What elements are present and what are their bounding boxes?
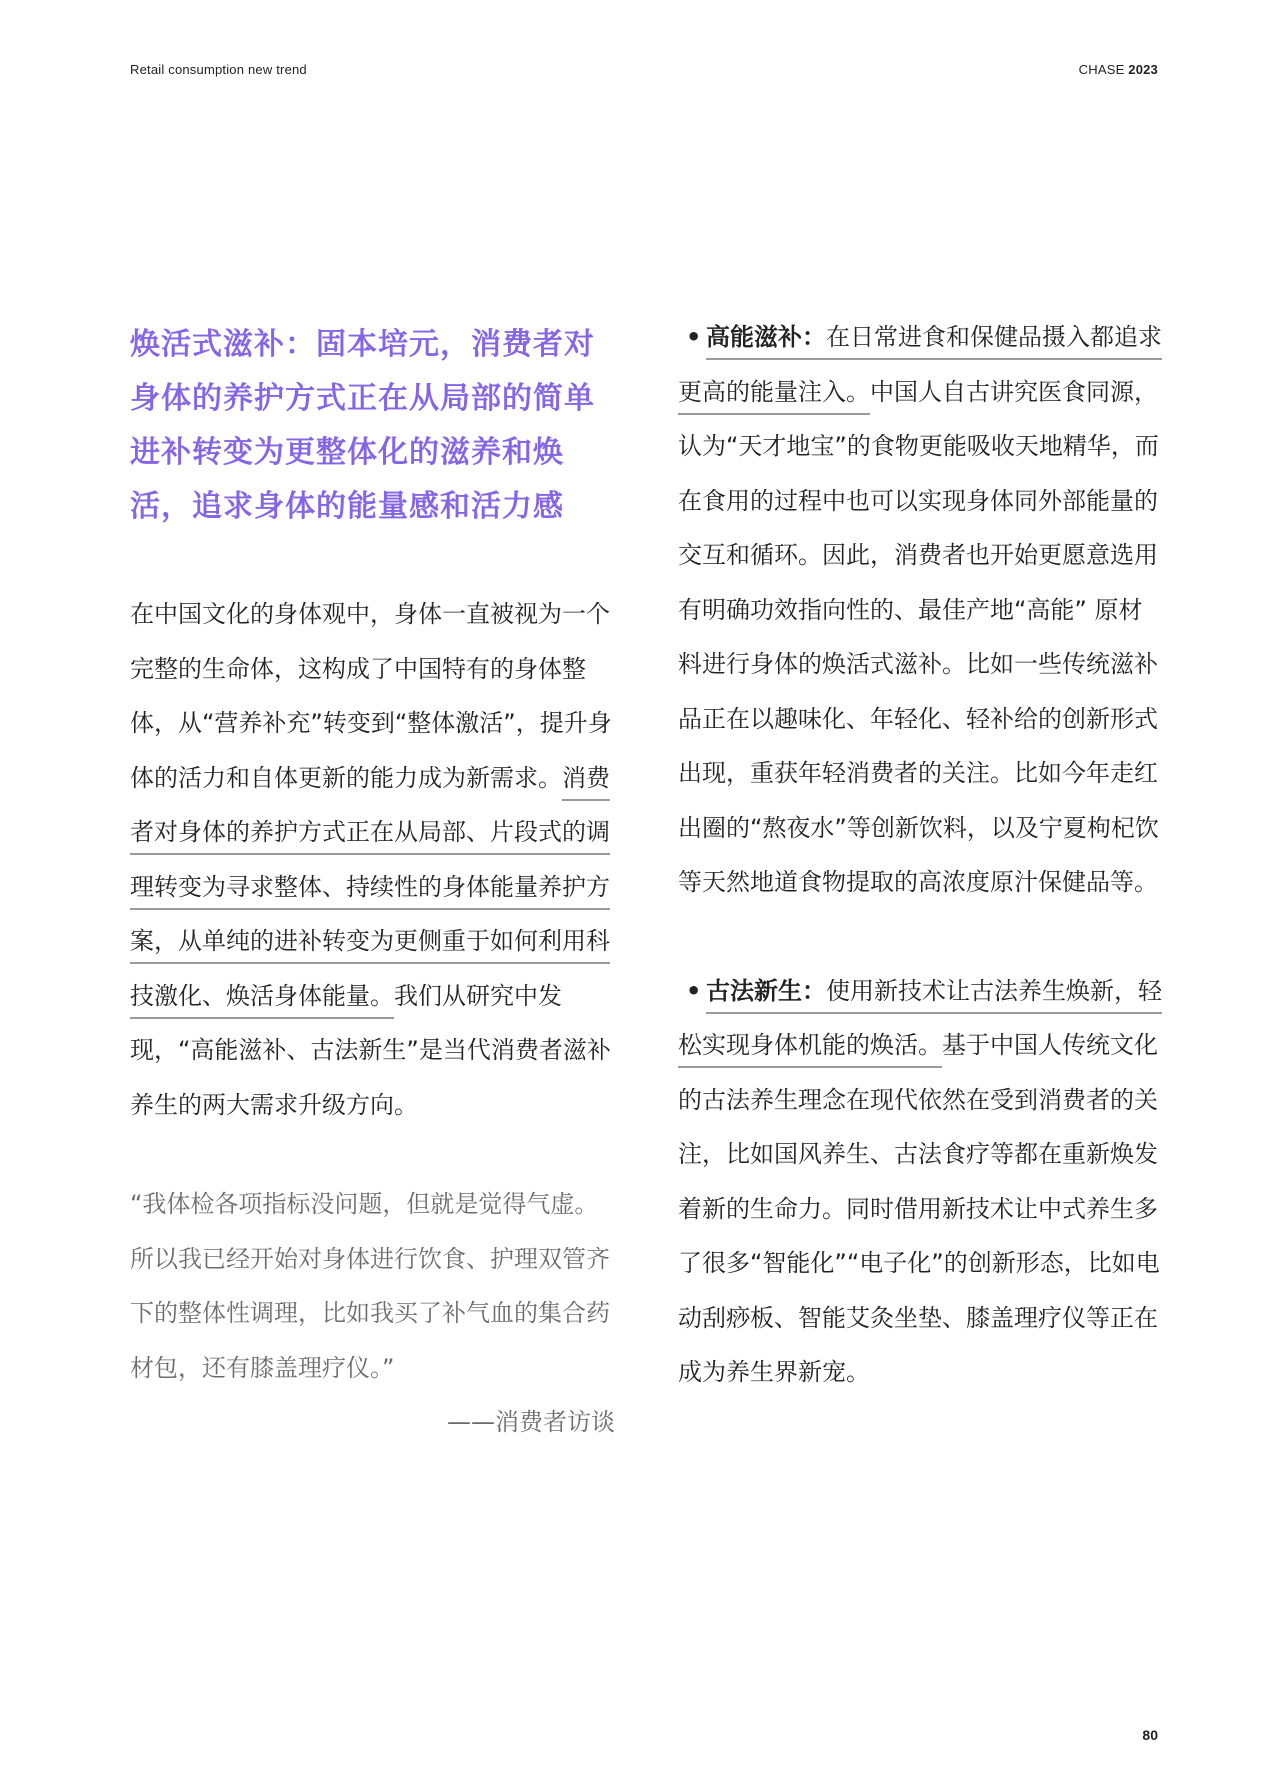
bullet-highlight: 在日常进食和保健品摄入都追求更高的能量注入。 bbox=[678, 323, 1162, 406]
consumer-quote: “我体检各项指标没问题，但就是觉得气虚。所以我已经开始对身体进行饮食、护理双管齐下的整体性调理，比如我买了补气血的集合药材包，还有膝盖理疗仪。” bbox=[130, 1190, 610, 1382]
section-headline: 焕活式滋补：固本培元，消费者对身体的养护方式正在从局部的简单进补转变为更整体化的滋养和焕活，追求身体的能量感和活力感 bbox=[130, 327, 595, 524]
bullet-highlight: 使用新技术让古法养生焕新，轻松实现身体机能的焕活。 bbox=[678, 976, 1162, 1059]
running-header-title: Retail consumption new trend bbox=[130, 62, 307, 77]
quote-source: ——消费者访谈 bbox=[447, 1408, 615, 1436]
bullet-body: 中国人自古讲究医食同源，认为“天才地宝”的食物更能吸收天地精华，而在食用的过程中也可以实现身体同外部能量的交互和循环。因此，消费者也开始更愿意选用有明确功效指向性的、最佳产地“高能” 原材料进行身体的焕活式滋补。比如一些传统滋补品正在以趣味化、年轻化、轻补给的创新形式出现，重获年轻消费者的关注。比如今年走红出圈的“熬夜水”等创新饮料，以及宁夏枸杞饮等天然地道食物提取的高浓度原汁保健品等。 bbox=[678, 377, 1159, 896]
right-column bbox=[678, 310, 1163, 1400]
bullet-dot-icon: • bbox=[686, 976, 702, 1005]
intro-paragraph bbox=[130, 587, 615, 1132]
brand-year: 2023 bbox=[1128, 62, 1158, 77]
brand-name: CHASE bbox=[1078, 62, 1125, 77]
bullet-title: 高能滋补： bbox=[706, 323, 826, 351]
intro-text-2: 我们从研究中发现，“高能滋补、古法新生”是当代消费者滋补养生的两大需求升级方向。 bbox=[130, 981, 611, 1119]
page-number: 80 bbox=[1142, 1727, 1158, 1743]
left-column bbox=[130, 318, 615, 1450]
intro-highlight: 消费者对身体的养护方式正在从局部、片段式的调理转变为寻求整体、持续性的身体能量养护方案，从单纯的进补转变为更侧重于如何利用科技激化、焕活身体能量。 bbox=[130, 763, 610, 1010]
bullet-ancient-method bbox=[678, 964, 1163, 1400]
intro-text-1: 在中国文化的身体观中，身体一直被视为一个完整的生命体，这构成了中国特有的身体整体，从“营养补充”转变到“整体激活”，提升身体的活力和自体更新的能力成为新需求。 bbox=[130, 600, 612, 792]
bullet-body: 基于中国人传统文化的古法养生理念在现代依然在受到消费者的关注，比如国风养生、古法食疗等都在重新焕发着新的生命力。同时借用新技术让中式养生多了很多“智能化”“电子化”的创新形态，比如电动刮痧板、智能艾灸坐垫、膝盖理疗仪等正在成为养生界新宠。 bbox=[678, 1031, 1160, 1386]
bullet-title: 古法新生： bbox=[706, 976, 826, 1005]
running-header-brand bbox=[1079, 62, 1158, 78]
bullet-high-energy bbox=[678, 310, 1163, 910]
bullet-dot-icon: • bbox=[686, 323, 702, 351]
